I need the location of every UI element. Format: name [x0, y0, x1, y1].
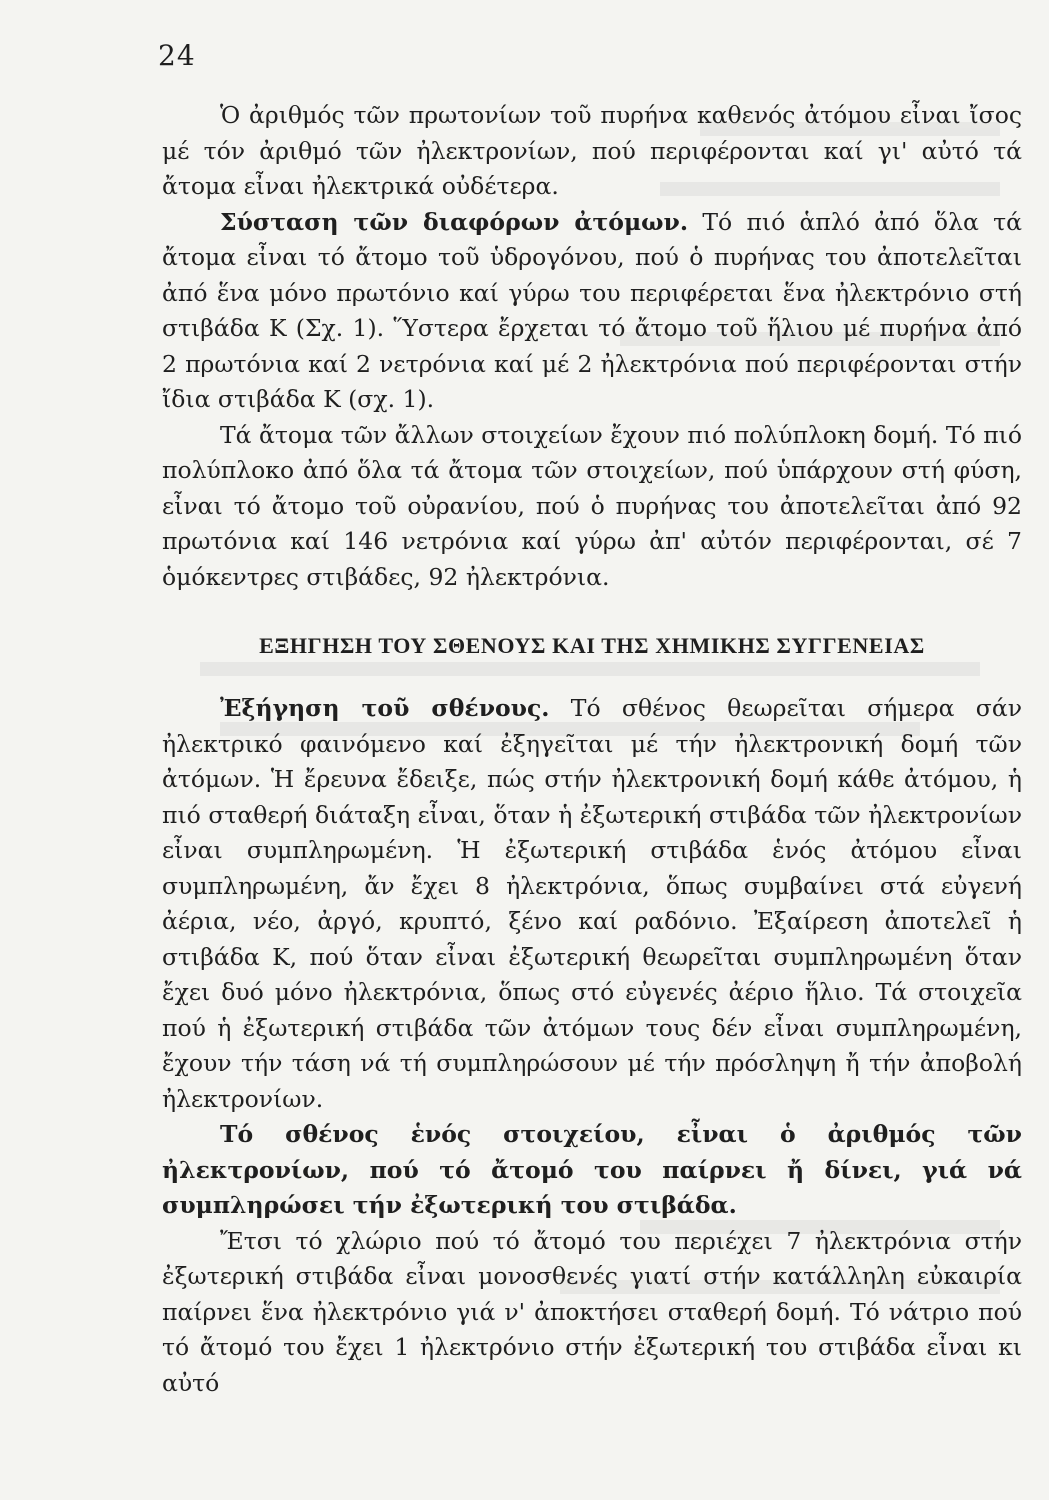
paragraph-complex-atoms: Τά ἄτομα τῶν ἄλλων στοιχείων ἔχουν πιό πολύπλοκη δομή. Τό πιό πολύπλοκο ἀπό ὅλα τά ἄτομα τῶν στοιχείων, πού ὑπάρχουν στή φύση, εἶναι τό ἄτομο τοῦ οὐρανίου, πού ὁ πυρήνας του ἀποτελεῖται ἀπό 92 πρωτόνια καί 146 νετρόνια καί γύρω ἀπ' αὐτόν περιφέρονται, σέ 7 ὁμόκεντρες στιβάδες, 92 ἠλεκτρόνια. [162, 420, 1022, 591]
paragraph-valence-explanation [162, 691, 1022, 1117]
paragraph-protons-electrons: Ὁ ἀριθμός τῶν πρωτονίων τοῦ πυρήνα καθενός ἀτόμου εἶναι ἴσος μέ τόν ἀριθμό τῶν ἠλεκτρονίων, πού περιφέρονται καί γι' αὐτό τά ἄτομα εἶναι ἠλεκτρικά οὐδέτερα. [162, 101, 1022, 200]
valence-definition: Τό σθένος ἑνός στοιχείου, εἶναι ὁ ἀριθμός τῶν ἠλεκτρονίων, πού τό ἄτομό του παίρνει ἤ δίνει, γιά νά συμπληρώσει τήν ἐξωτερική του στιβάδα. [162, 1120, 1022, 1219]
run-in-heading-valence: Ἐξήγηση τοῦ σθένους. [220, 694, 550, 722]
paragraph-atom-composition [162, 205, 1022, 418]
paragraph-atom-composition-text: Τό πιό ἁπλό ἀπό ὅλα τά ἄτομα εἶναι τό ἄτομο τοῦ ὑδρογόνου, πού ὁ πυρήνας του ἀποτελεῖται ἀπό ἕνα μόνο πρωτόνιο καί γύρω του περιφέρεται ἕνα ἠλεκτρόνιο στή στιβάδα Κ (Σχ. 1). Ὕστερα ἔρχεται τό ἄτομο τοῦ ἥλιου μέ πυρήνα ἀπό 2 πρωτόνια καί 2 νετρόνια καί μέ 2 ἠλεκτρόνια πού περιφέρονται στήν ἴδια στιβάδα Κ (σχ. 1). [162, 207, 1022, 413]
page-number: 24 [158, 39, 196, 72]
run-in-heading-atom-composition: Σύσταση τῶν διαφόρων ἀτόμων. [220, 207, 689, 236]
page-body [162, 98, 1022, 1401]
section-heading: ΕΞΗΓΗΣΗ ΤΟΥ ΣΘΕΝΟΥΣ ΚΑΙ ΤΗΣ ΧΗΜΙΚΗΣ ΣΥΓΓΕΝΕΙΑΣ [259, 633, 925, 658]
paragraph-valence-explanation-text: Τό σθένος θεωρεῖται σήμερα σάν ἠλεκτρικό φαινόμενο καί ἐξηγεῖται μέ τήν ἠλεκτρονική δομή τῶν ἀτόμων. Ἡ ἔρευνα ἔδειξε, πώς στήν ἠλεκτρονική δομή κάθε ἀτόμου, ἡ πιό σταθερή διάταξη εἶναι, ὅταν ἡ ἐξωτερική στιβάδα τῶν ἠλεκτρονίων εἶναι συμπληρωμένη. Ἡ ἐξωτερική στιβάδα ἑνός ἀτόμου εἶναι συμπληρωμένη, ἄν ἔχει 8 ἠλεκτρόνια, ὅπως συμβαίνει στά εὐγενή ἀέρια, νέο, ἀργό, κρυπτό, ξένο καί ραδόνιο. Ἐξαίρεση ἀποτελεῖ ἡ στιβάδα Κ, πού ὅταν εἶναι ἐξωτερική θεωρεῖται συμπληρωμένη ὅταν ἔχει δυό μόνο ἠλεκτρόνια, ὅπως στό εὐγενές ἀέριο ἥλιο. Τά στοιχεῖα πού ἡ ἐξωτερική στιβάδα τῶν ἀτόμων τους δέν εἶναι συμπληρωμένη, ἔχουν τήν τάση νά τή συμπληρώσουν μέ τήν πρόσληψη ἤ τήν ἀποβολή ἠλεκτρονίων. [162, 694, 1022, 1113]
paragraph-chlorine-sodium: Ἔτσι τό χλώριο πού τό ἄτομό του περιέχει 7 ἠλεκτρόνια στήν ἐξωτερική στιβάδα εἶναι μονοσθενές γιατί στήν κατάλληλη εὐκαιρία παίρνει ἕνα ἠλεκτρόνιο γιά ν' ἀποκτήσει σταθερή δομή. Τό νάτριο πού τό ἄτομό του ἔχει 1 ἠλεκτρόνιο στήν ἐξωτερική του στιβάδα εἶναι κι αὐτό [162, 1226, 1022, 1397]
